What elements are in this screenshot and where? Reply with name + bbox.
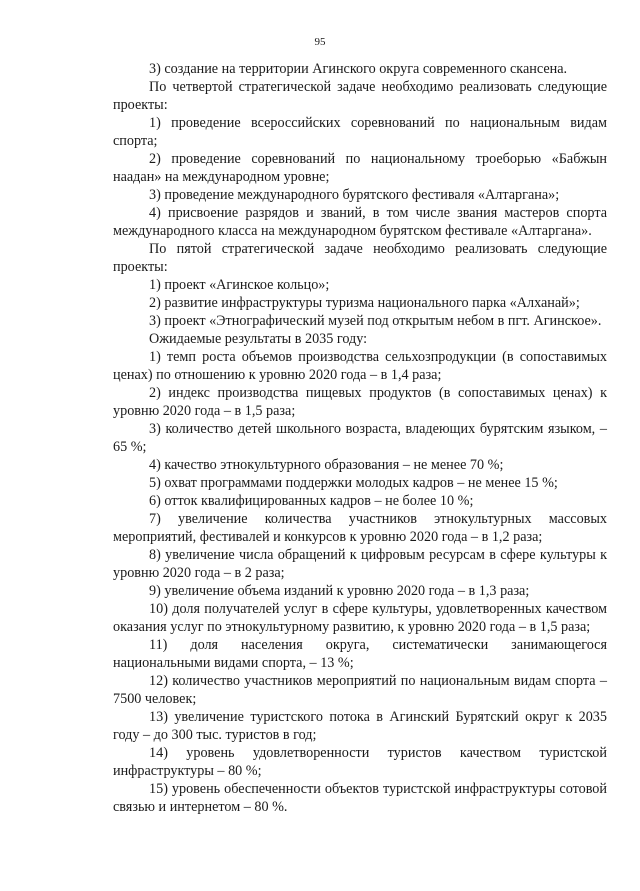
paragraph: 3) создание на территории Агинского округа современного скансена. (149, 61, 568, 77)
paragraph: 10) доля получателей услуг в сфере культуры, удовлетворенных качеством оказания услуг по этнокультурному развитию, к уровню 2020 года – в 1,5 раза; (113, 601, 607, 635)
paragraph: Ожидаемые результаты в 2035 году: (149, 331, 368, 347)
paragraph: 2) проведение соревнований по национальному троеборью «Бабжын наадан» на международном уровне; (113, 151, 607, 185)
paragraph: 1) проект «Агинское кольцо»; (149, 277, 330, 293)
paragraph: 6) отток квалифицированных кадров – не более 10 %; (149, 493, 474, 509)
paragraph: 3) количество детей школьного возраста, владеющих бурятским языком, – 65 %; (113, 421, 607, 455)
paragraph: 4) присвоение разрядов и званий, в том числе звания мастеров спорта международного класса на международном бурятском фестивале «Алтаргана». (113, 205, 607, 239)
paragraph: По четвертой стратегической задаче необходимо реализовать следующие проекты: (113, 79, 607, 113)
paragraph: 2) индекс производства пищевых продуктов (в сопоставимых ценах) к уровню 2020 года – в 1,5 раза; (113, 385, 607, 419)
paragraph: 12) количество участников мероприятий по национальным видам спорта – 7500 человек; (113, 673, 607, 707)
paragraph: 1) темп роста объемов производства сельхозпродукции (в сопоставимых ценах) по отношению к уровню 2020 года – в 1,4 раза; (113, 349, 607, 383)
paragraph: 7) увеличение количества участников этнокультурных массовых мероприятий, фестивалей и конкурсов к уровню 2020 года – в 1,2 раза; (113, 511, 607, 545)
paragraph: 2) развитие инфраструктуры туризма национального парка «Алханай»; (149, 295, 580, 311)
paragraph: 4) качество этнокультурного образования – не менее 70 %; (149, 457, 504, 473)
paragraph: По пятой стратегической задаче необходимо реализовать следующие проекты: (113, 241, 607, 275)
document-body (113, 60, 607, 816)
page-number: 95 (314, 36, 326, 48)
paragraph: 3) проведение международного бурятского фестиваля «Алтаргана»; (149, 187, 560, 203)
paragraph: 5) охват программами поддержки молодых кадров – не менее 15 %; (149, 475, 558, 491)
paragraph: 3) проект «Этнографический музей под открытым небом в пгт. Агинское». (149, 313, 602, 329)
paragraph: 9) увеличение объема изданий к уровню 2020 года – в 1,3 раза; (149, 583, 530, 599)
paragraph: 14) уровень удовлетворенности туристов качеством туристской инфраструктуры – 80 %; (113, 745, 607, 779)
paragraph: 1) проведение всероссийских соревнований по национальным видам спорта; (113, 115, 607, 149)
paragraph: 13) увеличение туристского потока в Агинский Бурятский округ к 2035 году – до 300 тыс. туристов в год; (113, 709, 607, 743)
paragraph: 8) увеличение числа обращений к цифровым ресурсам в сфере культуры к уровню 2020 года – в 2 раза; (113, 547, 607, 581)
paragraph: 11) доля населения округа, систематически занимающегося национальными видами спорта, – 13 %; (113, 637, 607, 671)
paragraph: 15) уровень обеспеченности объектов туристской инфраструктуры сотовой связью и интернетом – 80 %. (113, 781, 607, 815)
